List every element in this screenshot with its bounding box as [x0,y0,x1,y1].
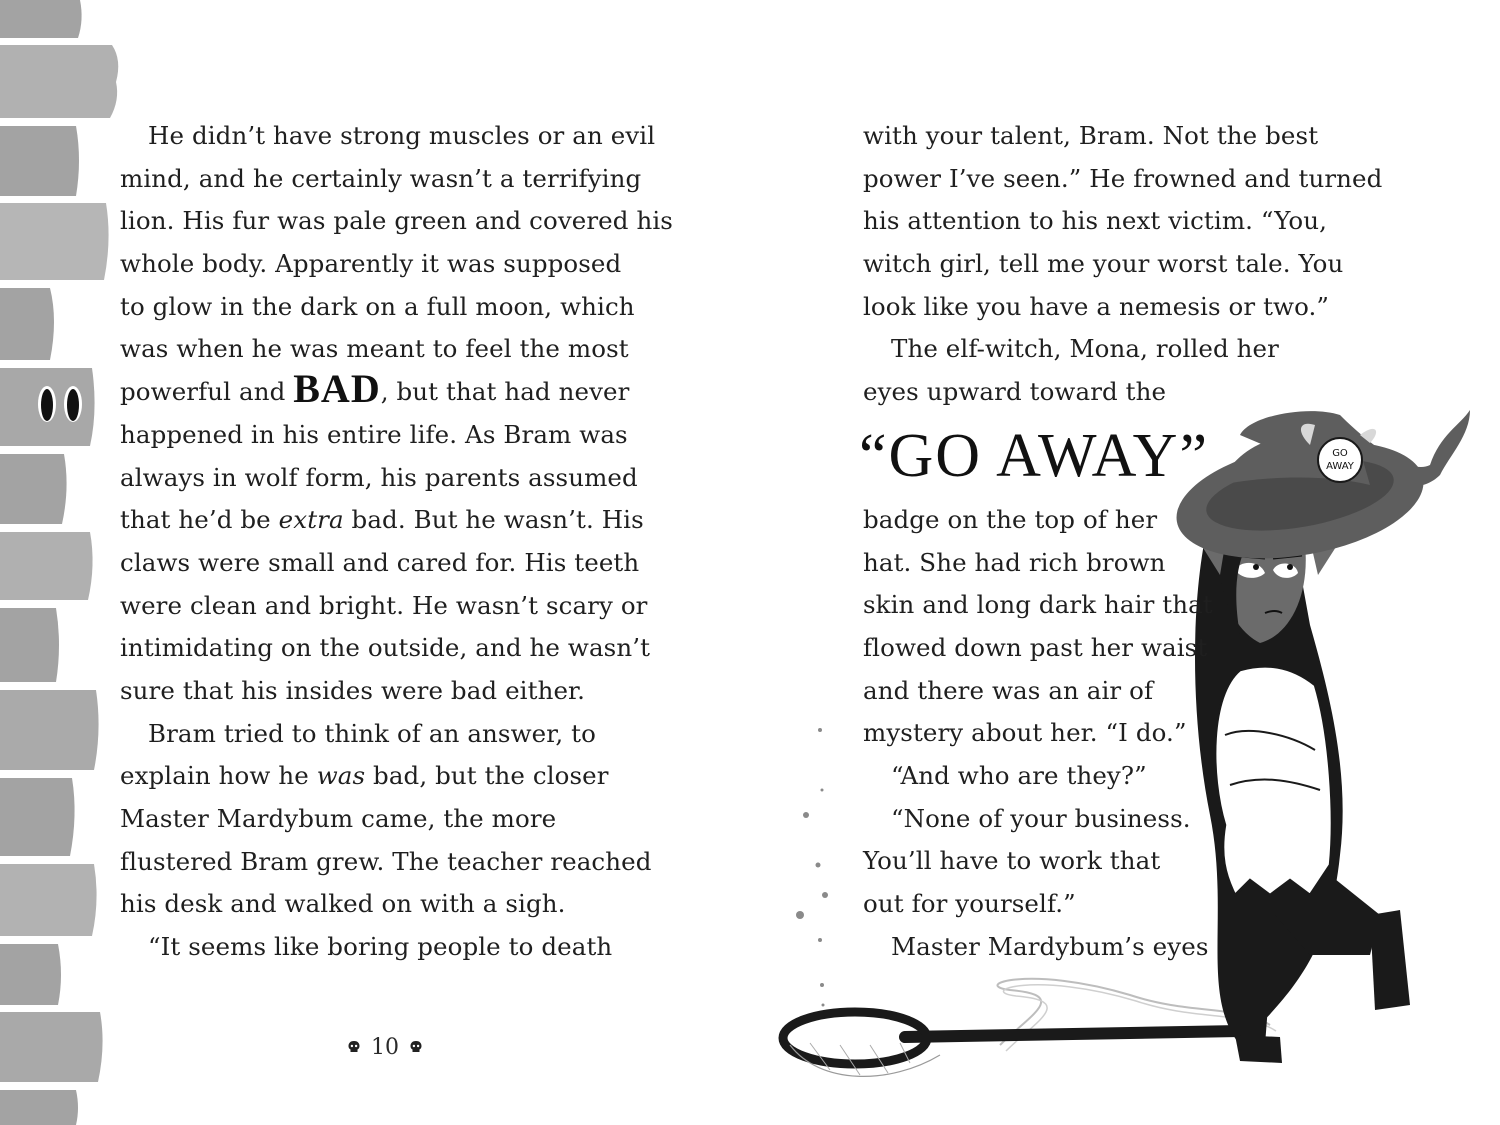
text-line: flustered Bram grew. The teacher reached [120,846,652,876]
text-line: mystery about her. “I do.” [863,718,1187,748]
text-line: whole body. Apparently it was supposed [120,249,622,279]
badge-text: GO [1332,448,1348,459]
text-line: claws were small and cared for. His teeth [120,547,640,577]
text-line: He didn’t have strong muscles or an evil [148,121,656,150]
right-page-text [859,115,1383,968]
text-line: that he’d be extra bad. But he wasn’t. His [120,505,644,535]
left-page-text [120,115,680,969]
text-line: was when he was meant to feel the most [120,334,629,364]
text-line: always in wolf form, his parents assumed [120,462,638,492]
brick-wall-border [0,0,130,1125]
text-line: flowed down past her waist [863,632,1208,662]
text-line: witch girl, tell me your worst tale. You [863,249,1344,279]
text-line: power I’ve seen.” He frowned and turned [863,163,1383,193]
text-line: “It seems like boring people to death [148,932,613,962]
text-line: Master Mardybum’s eyes [891,931,1209,961]
text-line: lion. His fur was pale green and covered his [120,206,673,236]
text-line: Bram tried to think of an answer, to [148,718,596,748]
text-line: “None of your business. [891,803,1191,833]
text-line: intimidating on the outside, and he wasn’t [120,633,651,663]
sparkle-dots [796,728,828,1007]
text-line: sure that his insides were bad either. [120,675,586,705]
text-line: Master Mardybum came, the more [120,804,557,833]
text-line: eyes upward toward the [863,377,1167,407]
text-line: look like you have a nemesis or two.” [863,291,1330,321]
bad-emphasis: BAD [293,366,381,412]
skull-icon [409,1040,423,1054]
text-line: out for yourself.” [863,889,1076,918]
text-line: powerful and BAD, but that had never [120,366,630,412]
text-line: happened in his entire life. As Bram was [120,419,628,449]
text-line: and there was an air of [863,675,1154,705]
page-number-label: 10 [371,1034,399,1060]
text-line: with your talent, Bram. Not the best [863,121,1319,150]
text-line: were clean and bright. He wasn’t scary or [120,590,648,620]
skull-icon [347,1040,361,1054]
text-line: mind, and he certainly wasn’t a terrifying [120,163,642,193]
badge-text: AWAY [1326,461,1354,472]
page-number [340,1032,430,1062]
text-line: his attention to his next victim. “You, [863,206,1327,236]
text-line: badge on the top of her [863,504,1158,534]
go-away-display-text: “GO AWAY” [859,421,1209,490]
text-line: his desk and walked on with a sigh. [120,889,566,919]
butterfly-net [783,1012,1240,1076]
text-line: hat. She had rich brown [863,547,1166,577]
text-line: to glow in the dark on a full moon, which [120,291,635,321]
text-line: You’ll have to work that [863,846,1161,876]
text-line: explain how he was bad, but the closer [120,761,609,791]
text-line: The elf-witch, Mona, rolled her [891,334,1279,364]
text-line: “And who are they?” [891,760,1147,790]
text-line: skin and long dark hair that [863,590,1213,620]
